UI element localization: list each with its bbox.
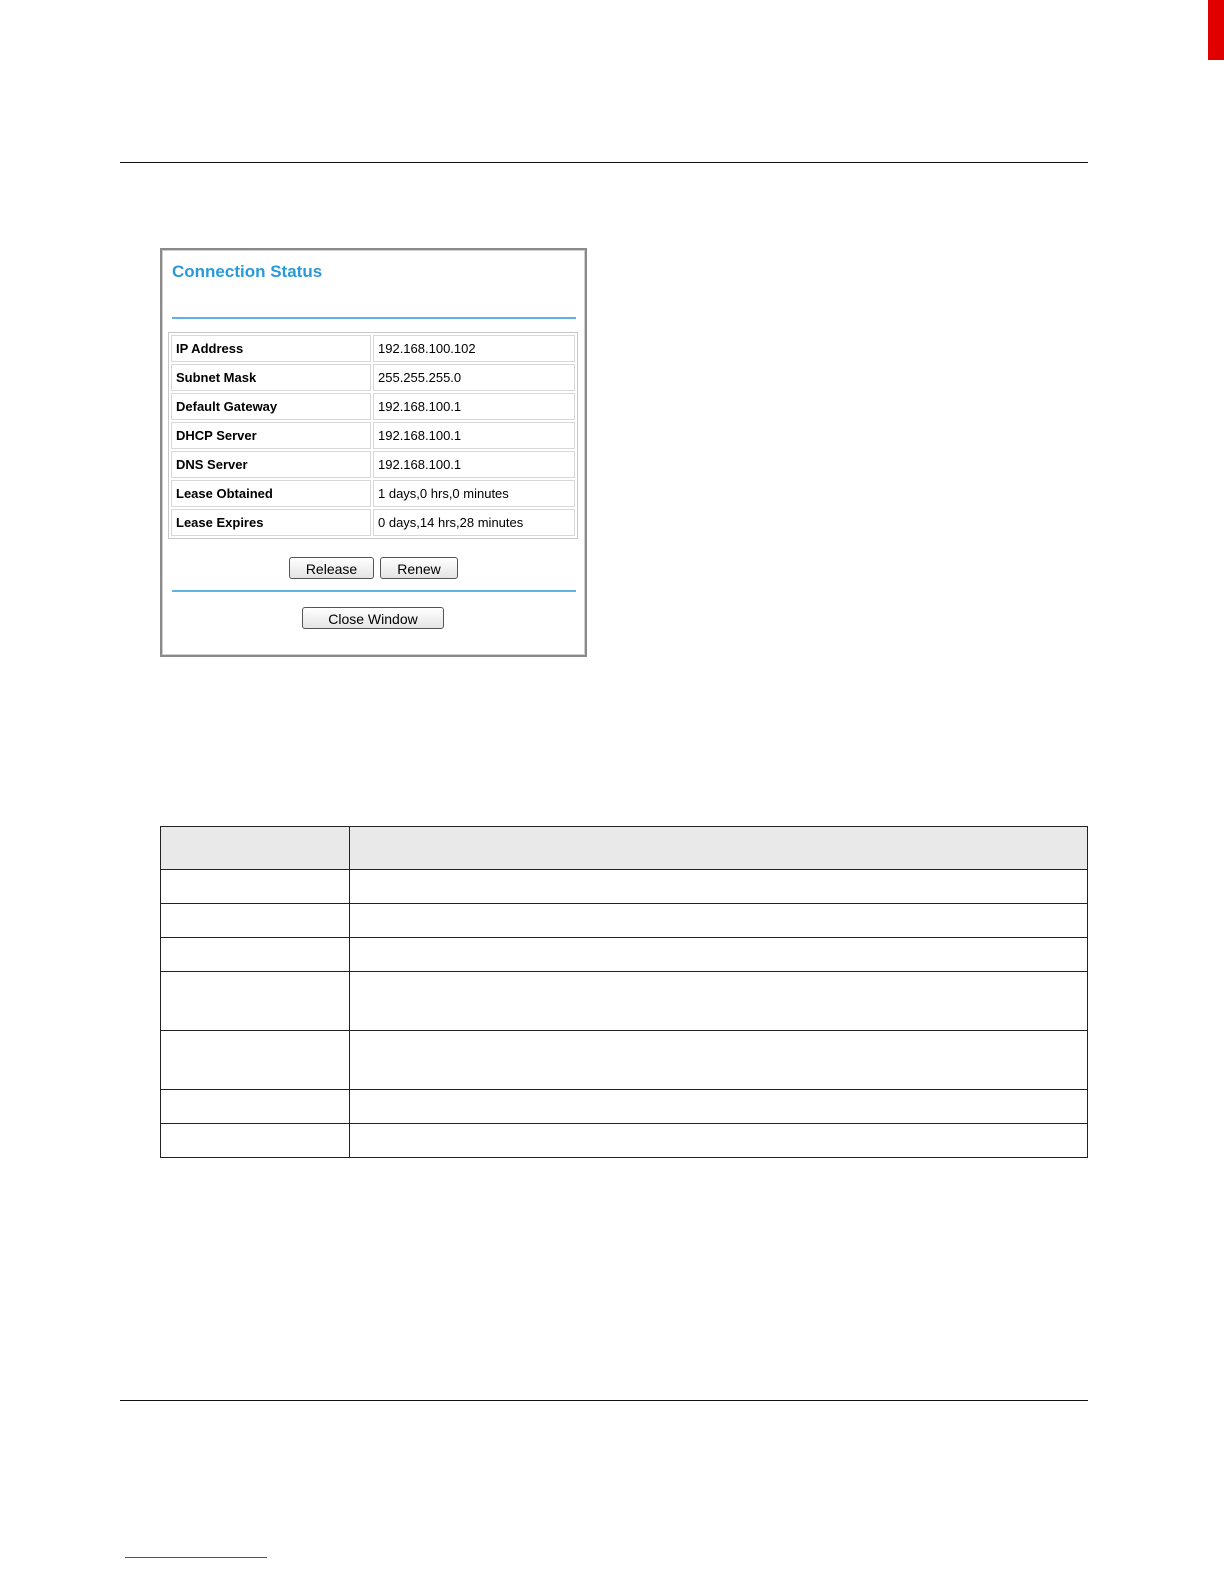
table-row <box>161 870 1088 904</box>
row-label: Default Gateway <box>171 393 371 420</box>
release-button[interactable]: Release <box>289 557 374 579</box>
row-label: DNS Server <box>171 451 371 478</box>
button-divider <box>172 590 576 592</box>
row-value: 192.168.100.1 <box>373 451 575 478</box>
table-row <box>171 451 575 478</box>
header-cell <box>161 827 350 870</box>
title-divider <box>172 317 576 319</box>
table-row <box>171 422 575 449</box>
header-rule <box>120 162 1088 163</box>
page-edge-tab <box>1208 0 1224 60</box>
table-row <box>171 335 575 362</box>
row-label: Lease Obtained <box>171 480 371 507</box>
status-table <box>168 332 578 539</box>
renew-button[interactable]: Renew <box>380 557 458 579</box>
table-header-row <box>161 827 1088 870</box>
row-value: 0 days,14 hrs,28 minutes <box>373 509 575 536</box>
row-value: 192.168.100.102 <box>373 335 575 362</box>
header-cell <box>350 827 1088 870</box>
table-row <box>171 393 575 420</box>
table-row <box>161 972 1088 1031</box>
row-label: DHCP Server <box>171 422 371 449</box>
table-row <box>171 480 575 507</box>
table-row <box>171 509 575 536</box>
table-row <box>171 364 575 391</box>
panel-title: Connection Status <box>172 262 323 281</box>
row-value: 192.168.100.1 <box>373 422 575 449</box>
table-row <box>161 938 1088 972</box>
row-value: 192.168.100.1 <box>373 393 575 420</box>
description-table <box>160 826 1088 1158</box>
row-label: Lease Expires <box>171 509 371 536</box>
table-row <box>161 904 1088 938</box>
close-window-button[interactable]: Close Window <box>302 607 444 629</box>
footer-rule <box>120 1400 1088 1401</box>
table-row <box>161 1090 1088 1124</box>
row-value: 1 days,0 hrs,0 minutes <box>373 480 575 507</box>
table-row <box>161 1124 1088 1158</box>
connection-status-window <box>160 248 587 657</box>
row-label: Subnet Mask <box>171 364 371 391</box>
table-row <box>161 1031 1088 1090</box>
footer-link-underline[interactable] <box>125 1557 267 1558</box>
row-label: IP Address <box>171 335 371 362</box>
row-value: 255.255.255.0 <box>373 364 575 391</box>
